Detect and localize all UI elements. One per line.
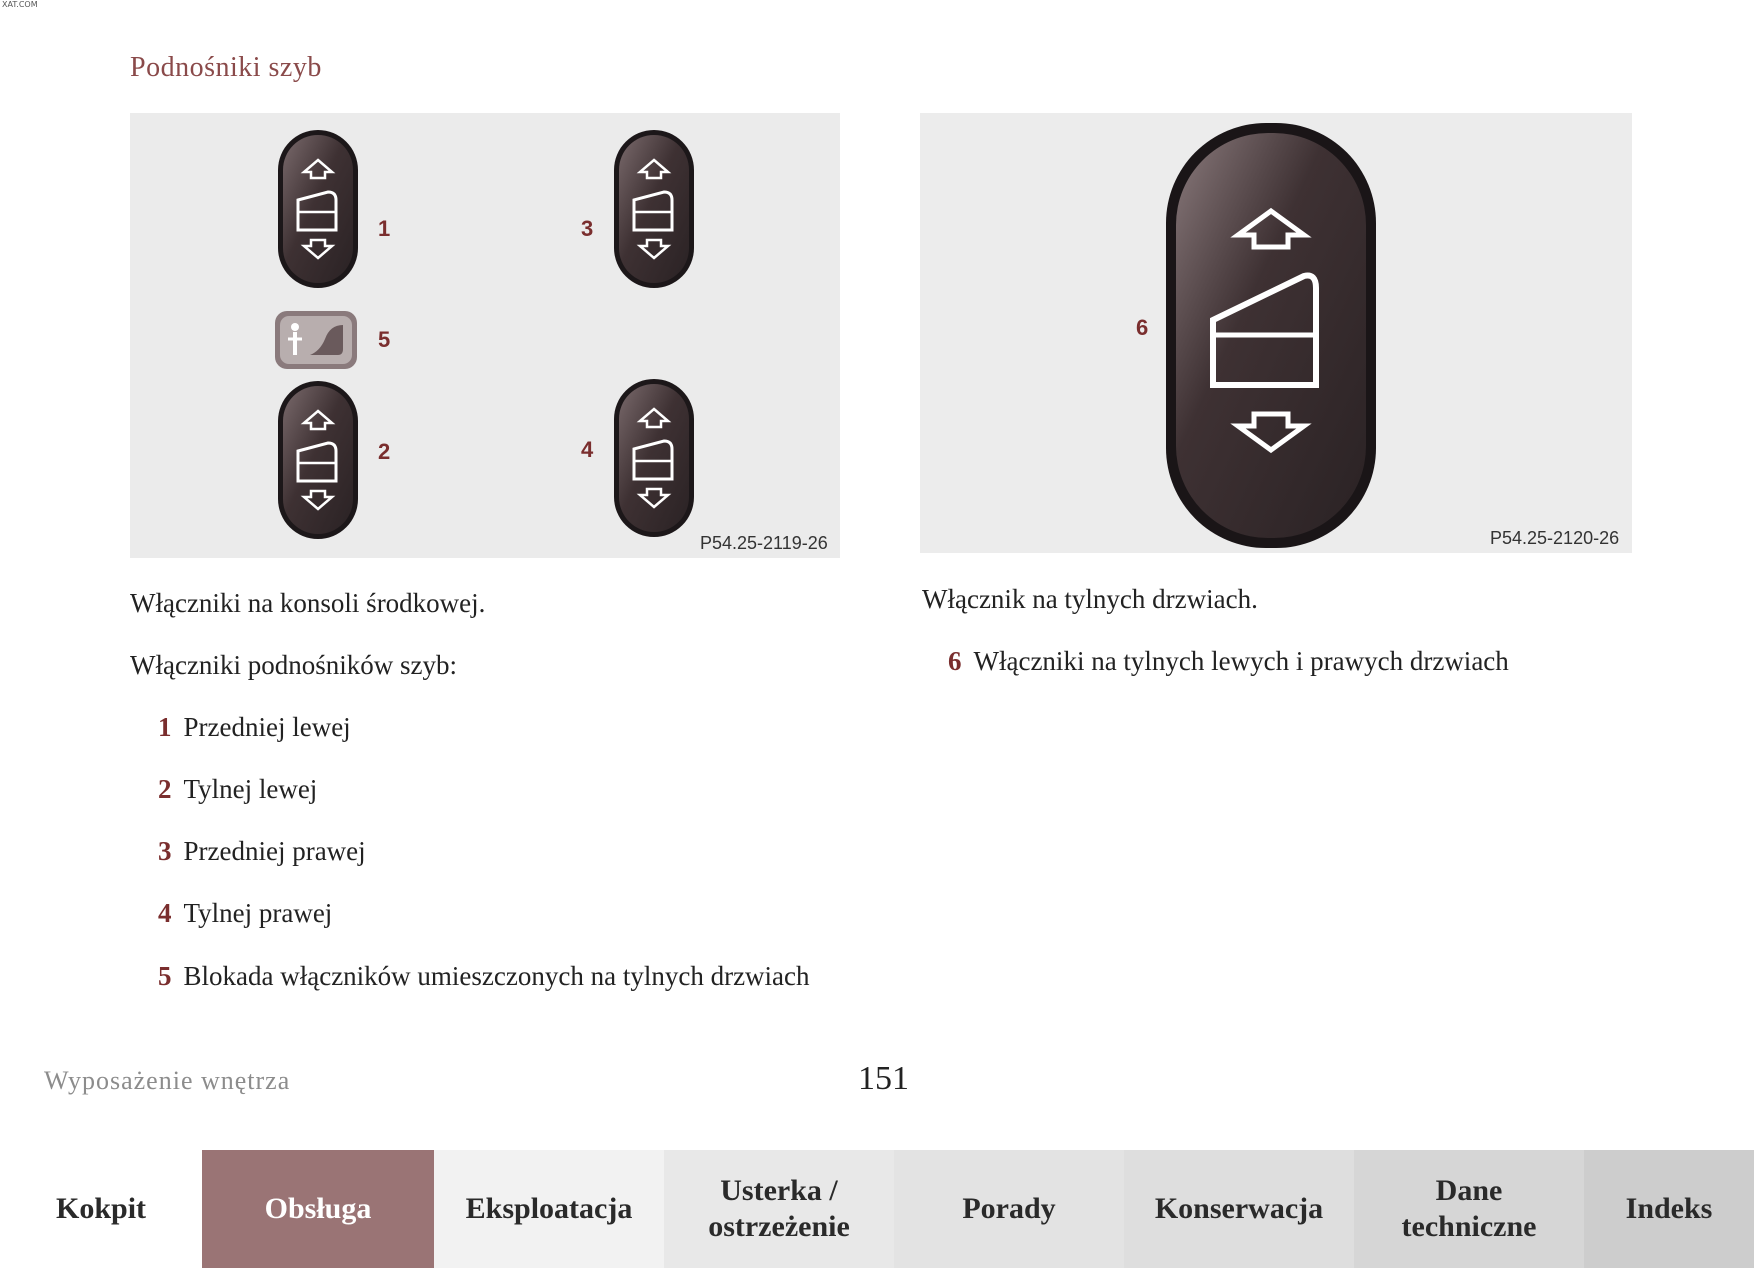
chapter-tab-bar — [0, 1150, 1754, 1268]
section-title: Podnośniki szyb — [130, 52, 322, 83]
item-text: Przedniej lewej — [183, 712, 351, 742]
callout-2: 2 — [378, 439, 391, 464]
right-caption: Włącznik na tylnych drzwiach. — [922, 584, 1258, 614]
callout-5: 5 — [378, 327, 391, 352]
left-subcaption: Włączniki podnośników szyb: — [130, 650, 457, 680]
page-number: 151 — [858, 1060, 909, 1097]
item-text: Przedniej prawej — [183, 836, 366, 866]
list-item — [158, 774, 317, 805]
footer-section-name: Wyposażenie wnętrza — [44, 1066, 291, 1095]
item-text: Włączniki na tylnych lewych i prawych drzwiach — [973, 646, 1509, 676]
item-number: 3 — [158, 836, 172, 866]
callout-4: 4 — [581, 437, 594, 462]
switch-2 — [278, 381, 358, 539]
list-item — [158, 712, 351, 743]
tab-porady[interactable]: Porady — [894, 1150, 1124, 1268]
figure-console-switches — [130, 113, 840, 558]
tab-usterka-ostrzezenie[interactable]: Usterka / ostrzeżenie — [664, 1150, 894, 1268]
tab-dane-techniczne[interactable]: Dane techniczne — [1354, 1150, 1584, 1268]
switch-4 — [614, 379, 694, 537]
item-text: Blokada włączników umieszczonych na tylnych drzwiach — [183, 961, 810, 991]
left-caption: Włączniki na konsoli środkowej. — [130, 588, 486, 618]
item-number: 1 — [158, 712, 172, 742]
figure-code: P54.25-2119-26 — [700, 533, 828, 553]
item-number: 2 — [158, 774, 172, 804]
list-item — [948, 646, 1509, 677]
tab-eksploatacja[interactable]: Eksploatacja — [434, 1150, 664, 1268]
watermark: XAT.COM — [2, 0, 38, 9]
figure-code: P54.25-2120-26 — [1490, 528, 1620, 548]
item-text: Tylnej lewej — [183, 774, 318, 804]
list-item — [158, 961, 810, 992]
console-switches-illustration — [130, 113, 840, 558]
rear-door-switch-illustration — [920, 113, 1632, 553]
callout-1: 1 — [378, 216, 391, 241]
tab-indeks[interactable]: Indeks — [1584, 1150, 1754, 1268]
switch-3 — [614, 130, 694, 288]
tab-konserwacja[interactable]: Konserwacja — [1124, 1150, 1354, 1268]
tab-kokpit[interactable]: Kokpit — [0, 1150, 202, 1268]
item-number: 4 — [158, 898, 172, 928]
item-text: Tylnej prawej — [183, 898, 333, 928]
list-item — [158, 898, 332, 929]
callout-6: 6 — [1136, 315, 1149, 340]
item-number: 5 — [158, 961, 172, 991]
switch-1 — [278, 130, 358, 288]
callout-3: 3 — [581, 216, 594, 241]
tab-obsluga[interactable]: Obsługa — [202, 1150, 434, 1268]
rear-lock-switch — [275, 311, 357, 369]
figure-rear-door-switch — [920, 113, 1632, 553]
item-number: 6 — [948, 646, 962, 676]
list-item — [158, 836, 366, 867]
